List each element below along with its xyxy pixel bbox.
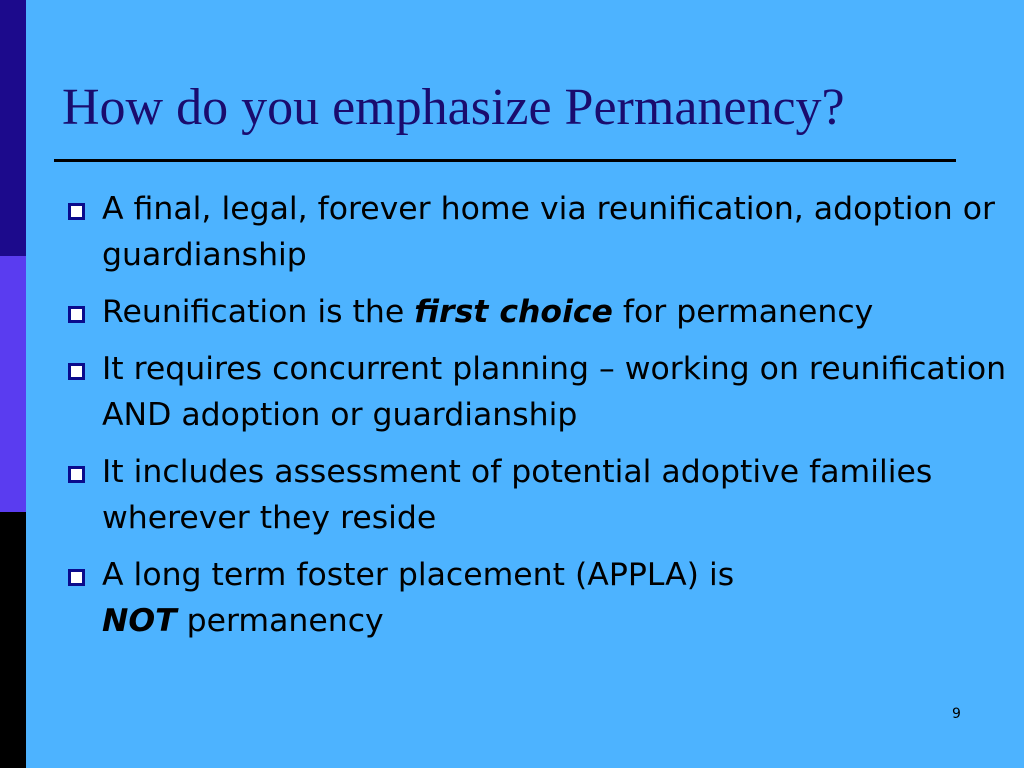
square-bullet-icon: [68, 466, 85, 483]
bullet-text-before: A long term foster placement (APPLA) is: [102, 557, 735, 593]
bullet-item: [62, 346, 1012, 438]
bullet-item: [62, 449, 1012, 541]
bullet-text: A final, legal, forever home via reunification, adoption or guardianship: [102, 191, 995, 273]
bullet-item: [62, 289, 1012, 335]
title-underline: [54, 159, 956, 162]
page-number: 9: [952, 706, 961, 722]
square-bullet-icon: [68, 363, 85, 380]
slide-title: How do you emphasize Permanency?: [62, 79, 845, 136]
bullet-list: [62, 186, 1012, 655]
sidebar-band-middle: [0, 256, 26, 512]
square-bullet-icon: [68, 569, 85, 586]
bullet-emphasis: NOT: [102, 603, 177, 639]
square-bullet-icon: [68, 306, 85, 323]
bullet-text-before: Reunification is the: [102, 294, 415, 330]
bullet-emphasis: first choice: [414, 294, 613, 330]
bullet-item: [62, 186, 1012, 278]
square-bullet-icon: [68, 203, 85, 220]
bullet-text: It includes assessment of potential adoptive families wherever they reside: [102, 454, 933, 536]
bullet-text-after: for permanency: [612, 294, 874, 330]
bullet-text-after: permanency: [176, 603, 384, 639]
sidebar-band-top: [0, 0, 26, 256]
bullet-item: [62, 552, 1012, 644]
bullet-text: It requires concurrent planning – working on reunification AND adoption or guardianship: [102, 351, 1007, 433]
sidebar-band-bottom: [0, 512, 26, 768]
